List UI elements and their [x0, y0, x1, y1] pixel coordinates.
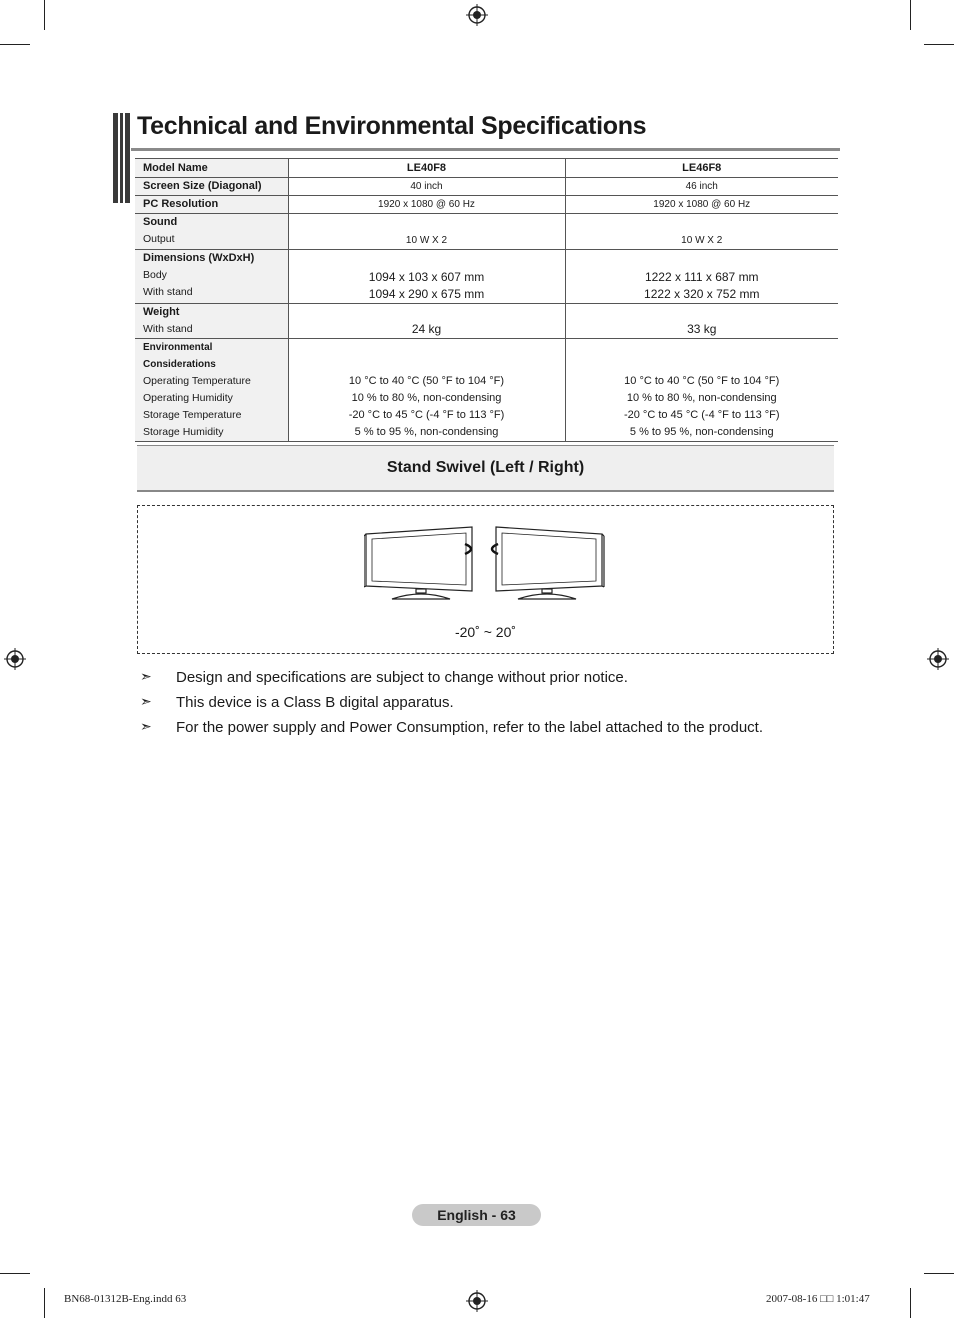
registration-mark-icon: [927, 648, 949, 670]
table-row: [135, 304, 838, 339]
row-label: Screen Size (Diagonal): [135, 178, 288, 196]
crop-mark: [0, 1273, 30, 1274]
note-item: [140, 693, 763, 718]
note-item: [140, 718, 763, 743]
cell-value: 1920 x 1080 @ 60 Hz: [288, 196, 565, 214]
cell-value: 1222 x 111 x 687 mm 1222 x 320 x 752 mm: [565, 250, 838, 304]
swivel-section-header: [137, 445, 834, 492]
note-arrow-icon: ➣: [140, 668, 152, 684]
cell-value: 10 W X 2: [565, 214, 838, 250]
registration-mark-icon: [4, 648, 26, 670]
tv-right-icon: [496, 527, 604, 599]
swivel-angle-range: -20˚ ~ 20˚: [454, 624, 517, 640]
note-text: Design and specifications are subject to change without prior notice.: [176, 669, 628, 686]
crop-mark: [44, 1288, 45, 1318]
cell-value: 10 °C to 40 °C (50 °F to 104 °F) 10 % to 80 %, non-condensing -20 °C to 45 °C (-4 °F to 113 °F) 5 % to 95 %, non-condensing: [288, 339, 565, 442]
crop-mark: [910, 0, 911, 30]
page-number-badge: English - 63: [412, 1204, 541, 1226]
cell-value: 10 W X 2: [288, 214, 565, 250]
table-row: [135, 214, 838, 250]
title-accent-bars: [113, 113, 131, 203]
cell-value: 1094 x 103 x 607 mm 1094 x 290 x 675 mm: [288, 250, 565, 304]
slug-timestamp: 2007-08-16 □□ 1:01:47: [766, 1293, 870, 1305]
crop-mark: [910, 1288, 911, 1318]
cell-value: 33 kg: [565, 304, 838, 339]
note-arrow-icon: ➣: [140, 693, 152, 709]
crop-mark: [44, 0, 45, 30]
cell-value: 46 inch: [565, 178, 838, 196]
swivel-title: Stand Swivel (Left / Right): [386, 459, 585, 476]
cell-value: 10 °C to 40 °C (50 °F to 104 °F) 10 % to 80 %, non-condensing -20 °C to 45 °C (-4 °F to 113 °F) 5 % to 95 %, non-condensing: [565, 339, 838, 442]
crop-mark: [924, 1273, 954, 1274]
cell-value: 40 inch: [288, 178, 565, 196]
crop-mark: [924, 44, 954, 45]
row-label: PC Resolution: [135, 196, 288, 214]
tv-left-icon: [364, 527, 472, 599]
swivel-illustration-box: [137, 505, 834, 654]
header-label: Model Name: [135, 159, 288, 178]
rotate-arrow-icon: [492, 544, 498, 554]
row-label: Sound Output: [135, 214, 288, 250]
cell-value: 24 kg: [288, 304, 565, 339]
note-item: [140, 668, 763, 693]
table-header-row: [135, 159, 838, 178]
row-label: Weight With stand: [135, 304, 288, 339]
table-row: [135, 339, 838, 442]
notes-list: [140, 668, 763, 743]
note-text: This device is a Class B digital apparatus.: [176, 694, 454, 711]
model-le40f8: LE40F8: [288, 159, 565, 178]
row-label: Environmental Considerations Operating Temperature Operating Humidity Storage Temperature Storage Humidity: [135, 339, 288, 442]
registration-mark-icon: [466, 1290, 488, 1312]
model-le46f8: LE46F8: [565, 159, 838, 178]
title-rule: [131, 148, 840, 151]
table-row: [135, 250, 838, 304]
table-row: [135, 196, 838, 214]
registration-mark-icon: [466, 4, 488, 26]
note-arrow-icon: ➣: [140, 718, 152, 734]
row-label: Dimensions (WxDxH) Body With stand: [135, 250, 288, 304]
slug-file-name: BN68-01312B-Eng.indd 63: [64, 1293, 187, 1305]
note-text: For the power supply and Power Consumption, refer to the label attached to the product.: [176, 719, 764, 736]
page-title: Technical and Environmental Specifications: [137, 112, 647, 140]
cell-value: 1920 x 1080 @ 60 Hz: [565, 196, 838, 214]
specifications-table: [135, 158, 838, 442]
crop-mark: [0, 44, 30, 45]
table-row: [135, 178, 838, 196]
tv-swivel-illustration: [364, 523, 608, 601]
